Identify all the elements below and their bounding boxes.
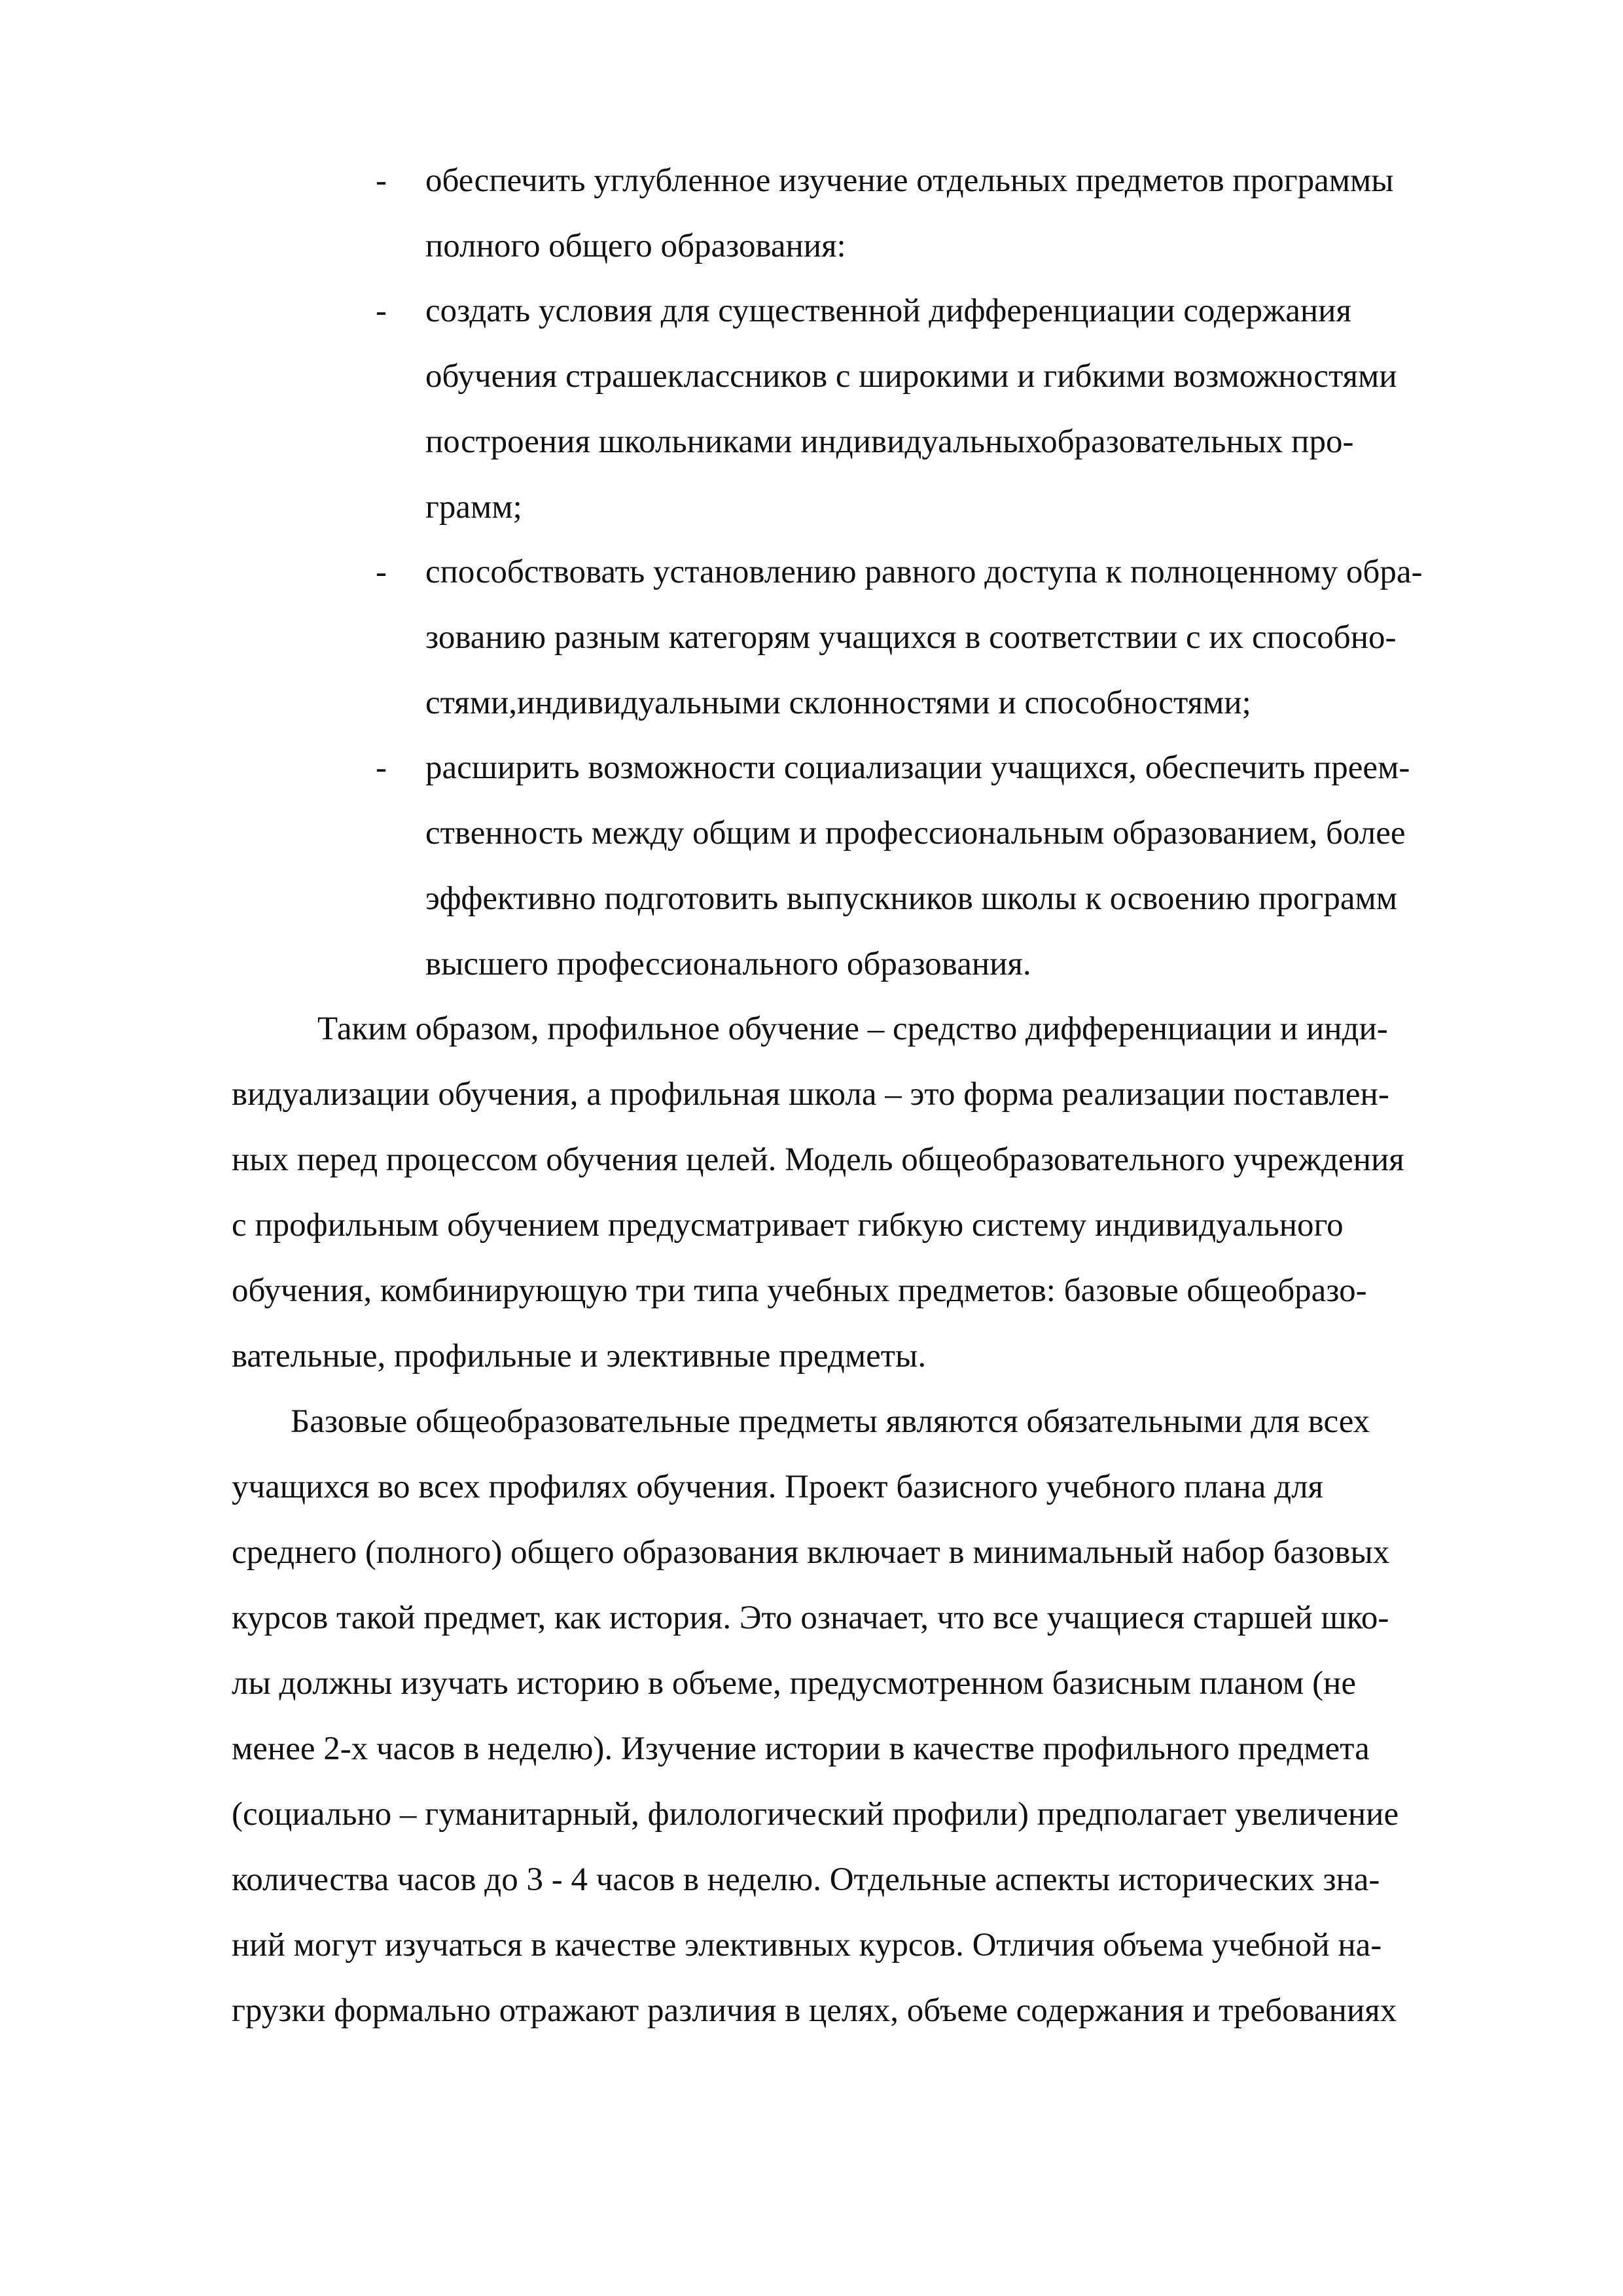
paragraph-2-line-5: лы должны изучать историю в объеме, предусмотренном базисным планом (не (232, 1665, 1356, 1702)
bullet-2-line-3: построения школьниками индивидуальныхобразовательных про- (425, 423, 1354, 460)
bullet-4-line-2: ственность между общим и профессиональным образованием, более (425, 815, 1406, 852)
paragraph-2-line-7: (социально – гуманитарный, филологический профили) предполагает увеличение (232, 1796, 1399, 1833)
paragraph-2-line-6: менее 2-х часов в неделю). Изучение истории в качестве профильного предмета (232, 1731, 1370, 1767)
paragraph-2-line-8: количества часов до 3 - 4 часов в неделю. Отдельные аспекты исторических зна- (232, 1861, 1380, 1898)
paragraph-2-line-10: грузки формально отражают различия в целях, объеме содержания и требованиях (232, 1992, 1397, 2029)
bullet-4-line-1: расширить возможности социализации учащихся, обеспечить преем- (425, 749, 1410, 786)
paragraph-2-line-2: учащихся во всех профилях обучения. Проект базисного учебного плана для (232, 1469, 1324, 1505)
bullet-2-line-2: обучения страшеклассников с широкими и гибкими возможностями (425, 358, 1397, 395)
bullet-3-line-1: способствовать установлению равного доступа к полноценному обра- (425, 554, 1423, 590)
bullet-3-line-3: стями,индивидуальными склонностями и способностями; (425, 685, 1251, 721)
bullet-marker: - (376, 293, 387, 329)
paragraph-1-line-4: с профильным обучением предусматривает гибкую систему индивидуального (232, 1207, 1344, 1244)
paragraph-1-line-5: обучения, комбинирующую три типа учебных предметов: базовые общеобразо- (232, 1272, 1367, 1309)
bullet-3-line-2: зованию разным категорям учащихся в соответствии с их способно- (425, 619, 1397, 656)
bullet-4-line-4: высшего профессионального образования. (425, 946, 1031, 982)
paragraph-2-line-9: ний могут изучаться в качестве элективных курсов. Отличия объема учебной на- (232, 1927, 1382, 1964)
paragraph-1-line-2: видуализации обучения, а профильная школа – это форма реализации поставлен- (232, 1076, 1389, 1113)
paragraph-1-line-6: вательные, профильные и элективные предметы. (232, 1338, 927, 1374)
bullet-marker: - (376, 554, 387, 590)
bullet-4-line-3: эффективно подготовить выпускников школы к освоению программ (425, 880, 1398, 917)
paragraph-1-line-1: Таким образом, профильное обучение – средство дифференциации и инди- (317, 1011, 1388, 1047)
bullet-2-line-1: создать условия для существенной дифференциации содержания (425, 293, 1351, 329)
paragraph-2-line-1: Базовые общеобразовательные предметы являются обязательными для всех (291, 1403, 1370, 1440)
paragraph-1-line-3: ных перед процессом обучения целей. Модель общеобразовательного учреждения (232, 1141, 1404, 1178)
bullet-marker: - (376, 162, 387, 199)
bullet-marker: - (376, 749, 387, 786)
paragraph-2-line-4: курсов такой предмет, как история. Это означает, что все учащиеся старшей шко- (232, 1600, 1389, 1636)
bullet-2-line-4: грамм; (425, 489, 522, 526)
paragraph-2-line-3: среднего (полного) общего образования включает в минимальный набор базовых (232, 1534, 1390, 1571)
bullet-1-line-2: полного общего образования: (425, 228, 846, 264)
bullet-1-line-1: обеспечить углубленное изучение отдельных предметов программы (425, 162, 1394, 199)
